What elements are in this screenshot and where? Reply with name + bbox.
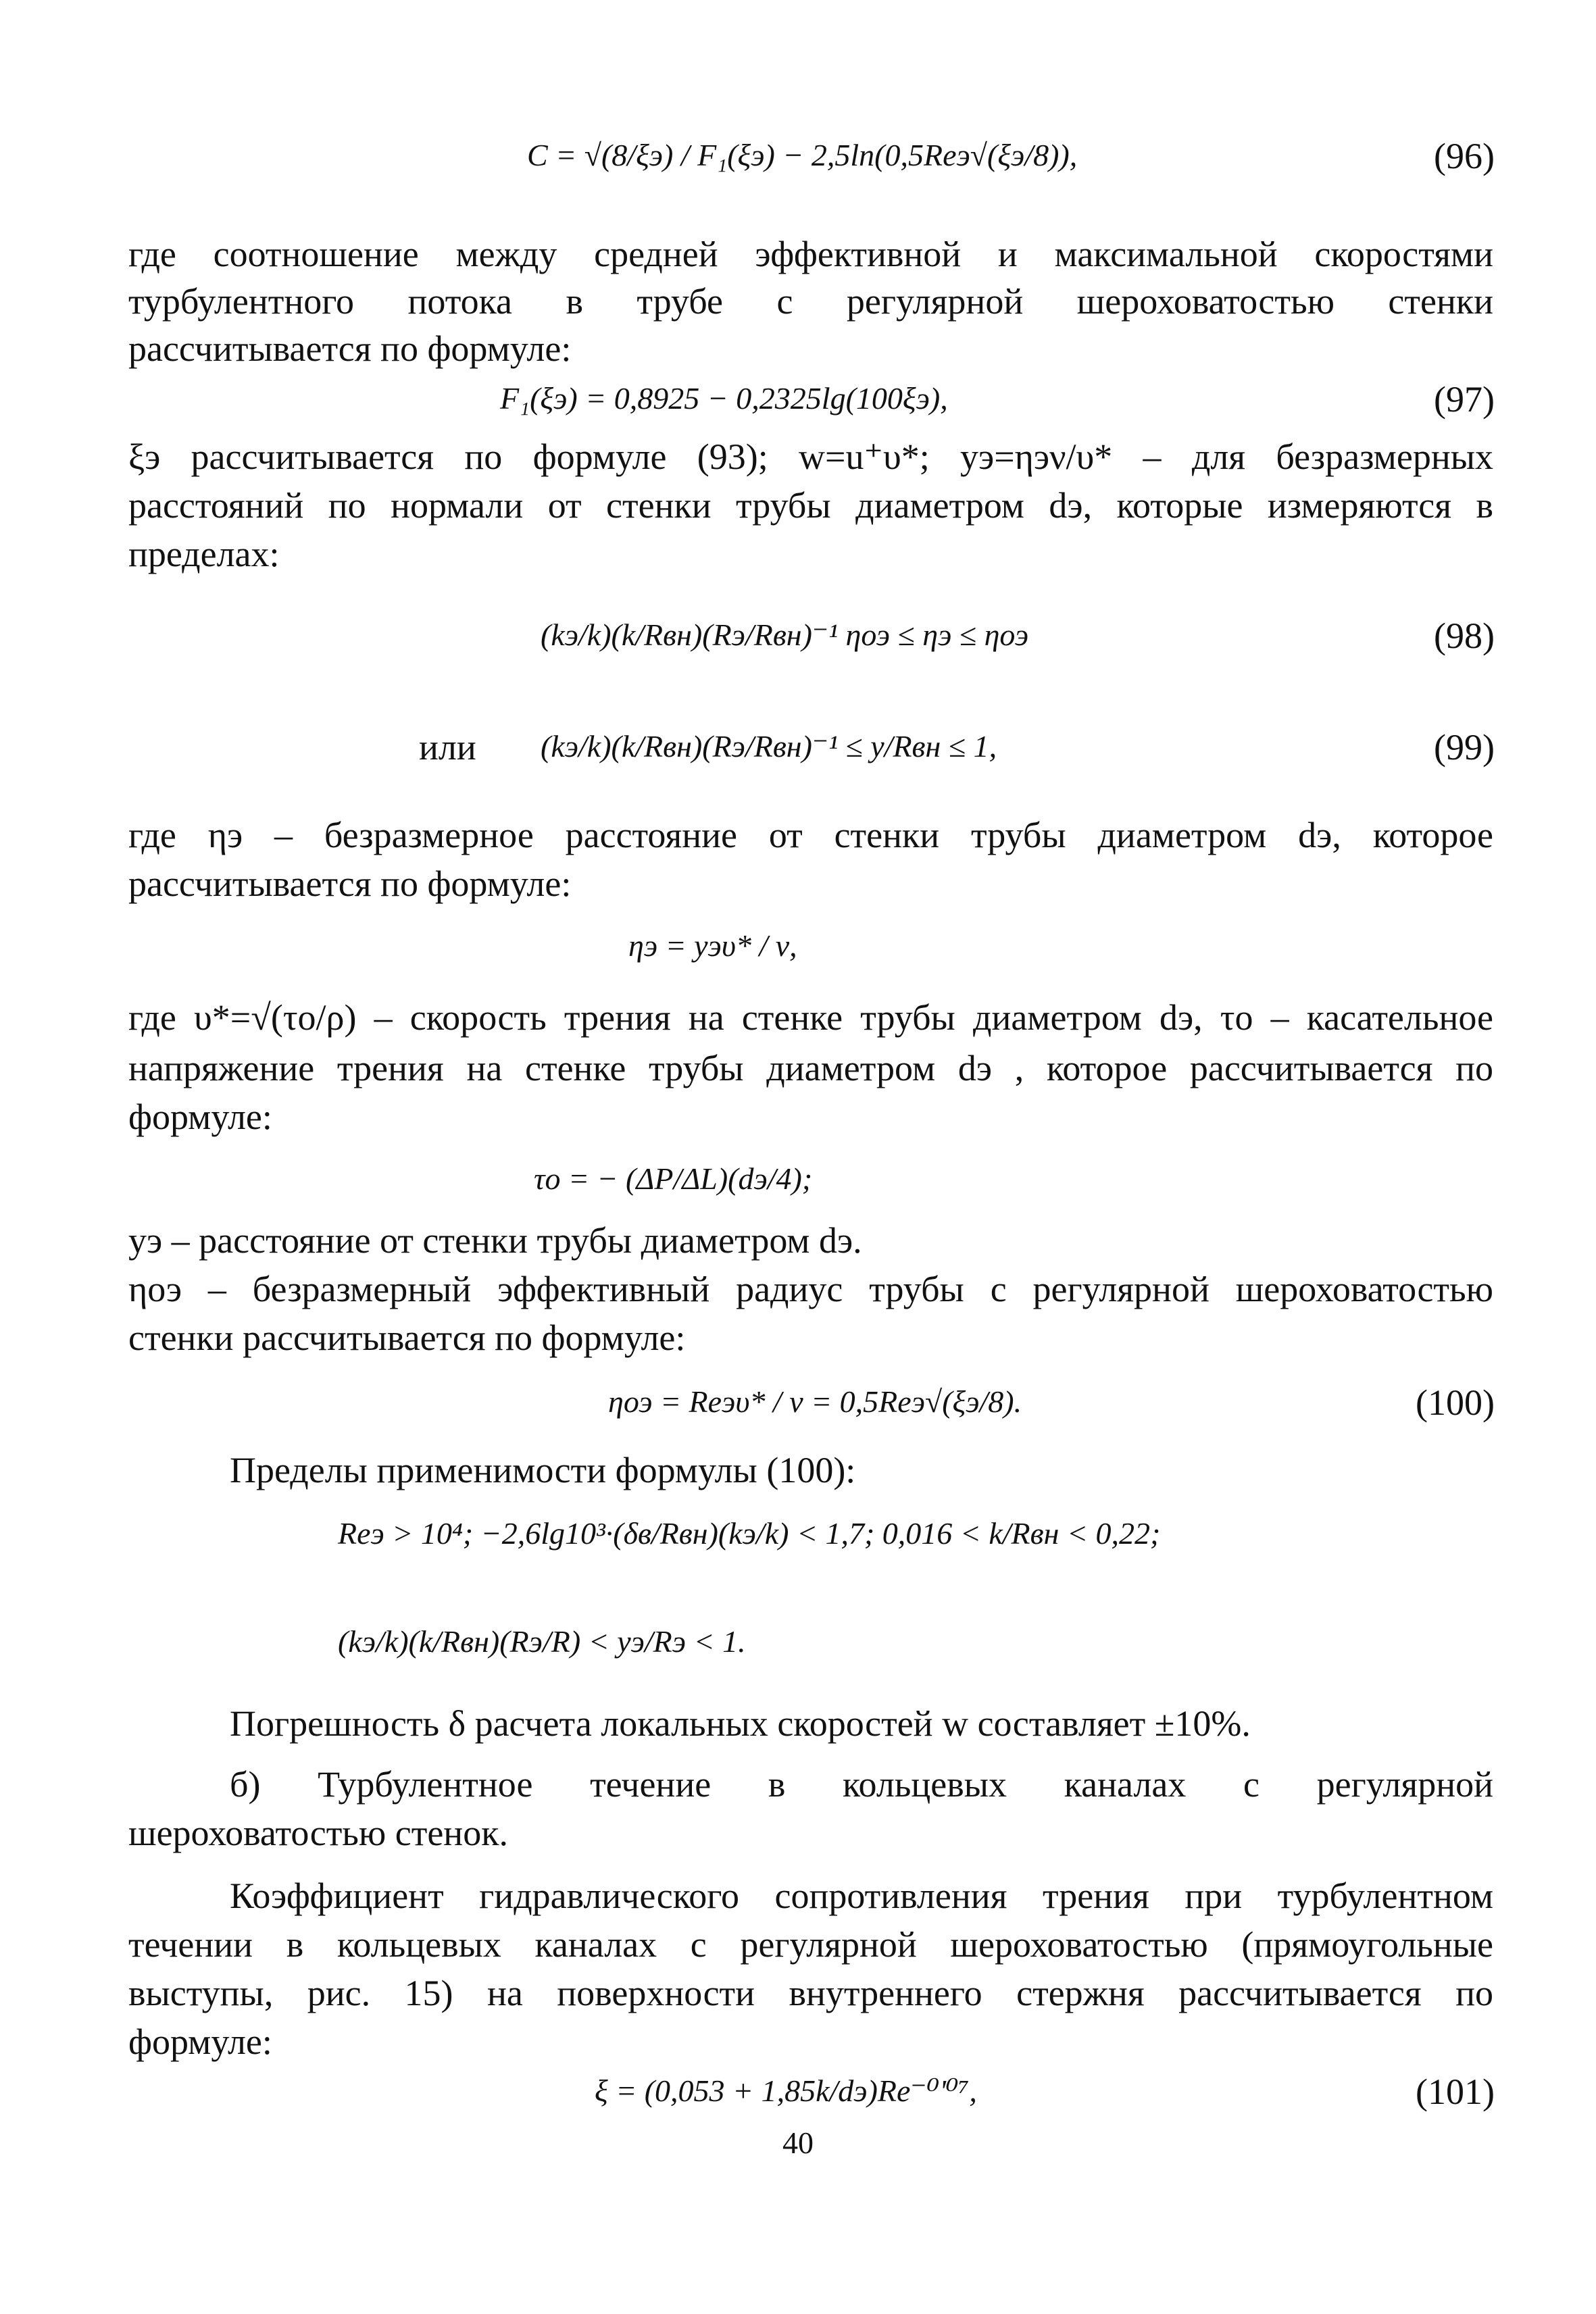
equation-98-number: (98) (1434, 615, 1495, 656)
or-label: или (419, 727, 476, 768)
equation-eta: ηэ = yэυ* / ν, (628, 928, 797, 963)
paragraph-line: Пределы применимости формулы (100): (230, 1450, 856, 1490)
equation-101: ξ = (0,053 + 1,85k/dэ)Re⁻⁰'⁰⁷, (595, 2073, 977, 2108)
paragraph-line: напряжение трения на стенке трубы диаметром dэ , которое рассчитывается по (128, 1048, 1493, 1088)
paragraph-line: Коэффициент гидравлического сопротивления трения при турбулентном (230, 1876, 1493, 1916)
equation-96-number: (96) (1434, 136, 1495, 176)
paragraph-line: рассчитывается по формуле: (128, 863, 572, 904)
equation-96: C = √(8/ξэ) / F₁(ξэ) − 2,5ln(0,5Reэ√(ξэ/8)), (527, 138, 1078, 172)
equation-97: F₁(ξэ) = 0,8925 − 0,2325lg(100ξэ), (500, 381, 948, 416)
equation-98: (kэ/k)(k/Rвн)(Rэ/Rвн)⁻¹ ηоэ ≤ ηэ ≤ ηоэ (541, 618, 1029, 652)
equation-101-number: (101) (1416, 2071, 1495, 2112)
page-number: 40 (782, 2126, 814, 2160)
paragraph-line: пределах: (128, 534, 280, 574)
equation-99-number: (99) (1434, 727, 1495, 768)
paragraph-line: б) Турбулентное течение в кольцевых каналах с регулярной (230, 1764, 1493, 1805)
paragraph-line: Погрешность δ расчета локальных скоростей w составляет ±10%. (230, 1703, 1251, 1744)
paragraph-line: yэ – расстояние от стенки трубы диаметром dэ. (128, 1220, 862, 1261)
paragraph-line: течении в кольцевых каналах с регулярной шероховатостью (прямоугольные (128, 1924, 1493, 1965)
paragraph-line: где υ*=√(τо/ρ) – скорость трения на стенке трубы диаметром dэ, τо – касательное (128, 997, 1493, 1038)
paragraph-line: где ηэ – безразмерное расстояние от стенки трубы диаметром dэ, которое (128, 815, 1493, 855)
paragraph-line: шероховатостью стенок. (128, 1813, 508, 1853)
paragraph-line: формуле: (128, 1097, 272, 1137)
paragraph-line: рассчитывается по формуле: (128, 328, 572, 369)
paragraph-line: ξэ рассчитывается по формуле (93); w=u⁺υ*; yэ=ηэν/υ* – для безразмерных (128, 436, 1493, 477)
equation-tau: τо = − (ΔP/ΔL)(dэ/4); (534, 1161, 813, 1196)
equation-limits-2: (kэ/k)(k/Rвн)(Rэ/R) < yэ/Rэ < 1. (338, 1624, 746, 1659)
paragraph-line: ηоэ – безразмерный эффективный радиус трубы с регулярной шероховатостью (128, 1269, 1493, 1309)
paragraph-line: где соотношение между средней эффективной и максимальной скоростями (128, 234, 1493, 274)
equation-100: ηоэ = Reэυ* / ν = 0,5Reэ√(ξэ/8). (608, 1384, 1022, 1419)
equation-100-number: (100) (1416, 1382, 1495, 1423)
equation-limits-1: Reэ > 10⁴; −2,6lg10³·(δв/Rвн)(kэ/k) < 1,7; 0,016 < k/Rвн < 0,22; (338, 1516, 1161, 1551)
equation-99: (kэ/k)(k/Rвн)(Rэ/Rвн)⁻¹ ≤ y/Rвн ≤ 1, (541, 729, 997, 763)
paragraph-line: расстояний по нормали от стенки трубы диаметром dэ, которые измеряются в (128, 485, 1493, 526)
paragraph-line: стенки рассчитывается по формуле: (128, 1317, 686, 1358)
paragraph-line: выступы, рис. 15) на поверхности внутреннего стержня рассчитывается по (128, 1973, 1493, 2013)
paragraph-line: турбулентного потока в трубе с регулярной шероховатостью стенки (128, 281, 1493, 322)
equation-97-number: (97) (1434, 379, 1495, 420)
paragraph-line: формуле: (128, 2021, 272, 2062)
